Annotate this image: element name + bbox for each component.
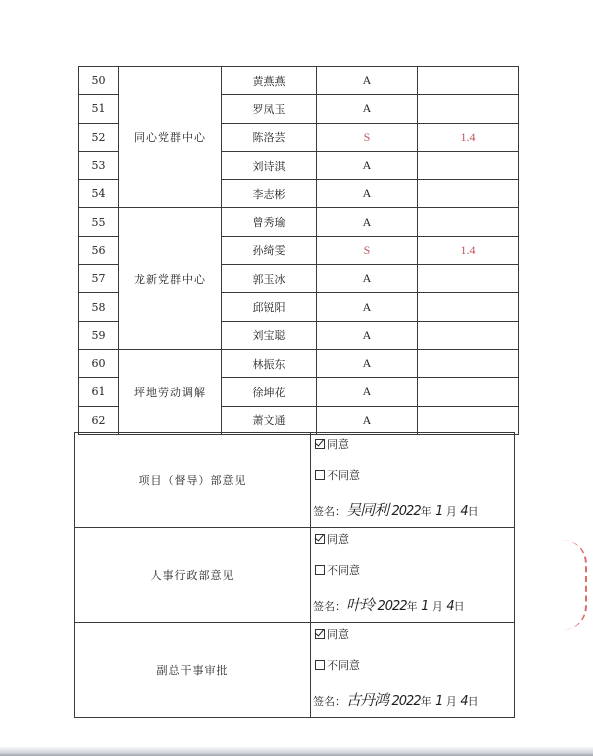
agree-option[interactable] bbox=[315, 626, 349, 642]
staff-name: 邱锐阳 bbox=[222, 293, 317, 321]
handwritten-signature: 叶玲 bbox=[346, 596, 375, 614]
grade-value: A bbox=[317, 406, 418, 434]
handwritten-signature: 古丹鸿 bbox=[346, 691, 389, 709]
month-suffix: 月 bbox=[445, 505, 457, 518]
grade-value: S bbox=[317, 236, 418, 264]
approval-options bbox=[311, 528, 515, 623]
approval-table bbox=[74, 432, 515, 718]
staff-name: 黄燕燕 bbox=[222, 67, 317, 95]
row-number: 58 bbox=[79, 293, 119, 321]
table-row bbox=[79, 67, 519, 95]
grade-value: A bbox=[317, 67, 418, 95]
score-value bbox=[418, 180, 519, 208]
sign-label: 签名： bbox=[313, 600, 346, 613]
row-number: 50 bbox=[79, 67, 119, 95]
row-number: 61 bbox=[79, 378, 119, 406]
year-suffix: 年 bbox=[420, 505, 432, 518]
row-number: 62 bbox=[79, 406, 119, 434]
row-number: 52 bbox=[79, 123, 119, 151]
grade-value: A bbox=[317, 378, 418, 406]
sign-year: 2022 bbox=[391, 694, 421, 709]
year-suffix: 年 bbox=[420, 695, 432, 708]
disagree-label: 不同意 bbox=[327, 564, 360, 577]
grade-value: A bbox=[317, 265, 418, 293]
sign-day: 4 bbox=[460, 694, 468, 709]
approval-options bbox=[311, 623, 515, 718]
signature-line bbox=[313, 499, 479, 520]
grade-value: A bbox=[317, 321, 418, 349]
grade-value: S bbox=[317, 123, 418, 151]
grade-value: A bbox=[317, 151, 418, 179]
agree-label: 同意 bbox=[327, 533, 349, 546]
staff-name: 孙绮雯 bbox=[222, 236, 317, 264]
sign-day: 4 bbox=[446, 599, 454, 614]
sign-day: 4 bbox=[460, 504, 468, 519]
sign-label: 签名： bbox=[313, 695, 346, 708]
roster-table bbox=[78, 66, 519, 435]
signature-line bbox=[313, 594, 465, 615]
sign-year: 2022 bbox=[391, 504, 421, 519]
sign-year: 2022 bbox=[377, 599, 407, 614]
approval-row bbox=[75, 528, 515, 623]
staff-name: 曾秀瑜 bbox=[222, 208, 317, 236]
red-seal-stamp bbox=[563, 540, 587, 630]
grade-value: A bbox=[317, 95, 418, 123]
score-value bbox=[418, 349, 519, 377]
grade-value: A bbox=[317, 293, 418, 321]
score-value bbox=[418, 208, 519, 236]
score-value bbox=[418, 95, 519, 123]
approval-label: 副总干事审批 bbox=[75, 623, 311, 718]
staff-name: 萧文通 bbox=[222, 406, 317, 434]
score-value bbox=[418, 265, 519, 293]
grade-value: A bbox=[317, 349, 418, 377]
day-suffix: 日 bbox=[467, 695, 479, 708]
score-value: 1.4 bbox=[418, 123, 519, 151]
checkbox-icon[interactable] bbox=[315, 565, 325, 575]
table-row bbox=[79, 349, 519, 377]
agree-label: 同意 bbox=[327, 628, 349, 641]
checkbox-icon[interactable] bbox=[315, 534, 325, 544]
disagree-option[interactable] bbox=[315, 657, 360, 673]
sign-month: 1 bbox=[421, 599, 429, 614]
agree-option[interactable] bbox=[315, 436, 349, 452]
score-value bbox=[418, 293, 519, 321]
agree-label: 同意 bbox=[327, 438, 349, 451]
group-name: 同心党群中心 bbox=[119, 67, 222, 208]
agree-option[interactable] bbox=[315, 531, 349, 547]
staff-name: 徐坤花 bbox=[222, 378, 317, 406]
table-row bbox=[79, 208, 519, 236]
checkbox-icon[interactable] bbox=[315, 470, 325, 480]
year-suffix: 年 bbox=[406, 600, 418, 613]
disagree-option[interactable] bbox=[315, 467, 360, 483]
score-value bbox=[418, 321, 519, 349]
score-value: 1.4 bbox=[418, 236, 519, 264]
score-value bbox=[418, 406, 519, 434]
row-number: 54 bbox=[79, 180, 119, 208]
group-name: 坪地劳动调解 bbox=[119, 349, 222, 434]
month-suffix: 月 bbox=[431, 600, 443, 613]
disagree-label: 不同意 bbox=[327, 469, 360, 482]
roster-body bbox=[79, 67, 519, 435]
score-value bbox=[418, 151, 519, 179]
row-number: 59 bbox=[79, 321, 119, 349]
grade-value: A bbox=[317, 180, 418, 208]
disagree-option[interactable] bbox=[315, 562, 360, 578]
day-suffix: 日 bbox=[467, 505, 479, 518]
score-value bbox=[418, 378, 519, 406]
staff-name: 刘诗淇 bbox=[222, 151, 317, 179]
day-suffix: 日 bbox=[453, 600, 465, 613]
approval-label: 项目（督导）部意见 bbox=[75, 433, 311, 528]
handwritten-signature: 吴同利 bbox=[346, 501, 389, 519]
approval-label: 人事行政部意见 bbox=[75, 528, 311, 623]
sign-month: 1 bbox=[435, 504, 443, 519]
signature-line bbox=[313, 689, 479, 710]
scan-page-edge bbox=[0, 746, 593, 756]
sign-label: 签名： bbox=[313, 505, 346, 518]
disagree-label: 不同意 bbox=[327, 659, 360, 672]
approval-body bbox=[75, 433, 515, 718]
approval-row bbox=[75, 433, 515, 528]
checkbox-icon[interactable] bbox=[315, 660, 325, 670]
row-number: 53 bbox=[79, 151, 119, 179]
staff-name: 郭玉冰 bbox=[222, 265, 317, 293]
sign-month: 1 bbox=[435, 694, 443, 709]
score-value bbox=[418, 67, 519, 95]
row-number: 56 bbox=[79, 236, 119, 264]
approval-options bbox=[311, 433, 515, 528]
month-suffix: 月 bbox=[445, 695, 457, 708]
checkbox-icon[interactable] bbox=[315, 439, 325, 449]
row-number: 57 bbox=[79, 265, 119, 293]
grade-value: A bbox=[317, 208, 418, 236]
row-number: 60 bbox=[79, 349, 119, 377]
row-number: 51 bbox=[79, 95, 119, 123]
row-number: 55 bbox=[79, 208, 119, 236]
checkbox-icon[interactable] bbox=[315, 629, 325, 639]
staff-name: 陈洛芸 bbox=[222, 123, 317, 151]
staff-name: 林振东 bbox=[222, 349, 317, 377]
staff-name: 李志彬 bbox=[222, 180, 317, 208]
staff-name: 刘宝聪 bbox=[222, 321, 317, 349]
staff-name: 罗凤玉 bbox=[222, 95, 317, 123]
group-name: 龙新党群中心 bbox=[119, 208, 222, 349]
approval-row bbox=[75, 623, 515, 718]
